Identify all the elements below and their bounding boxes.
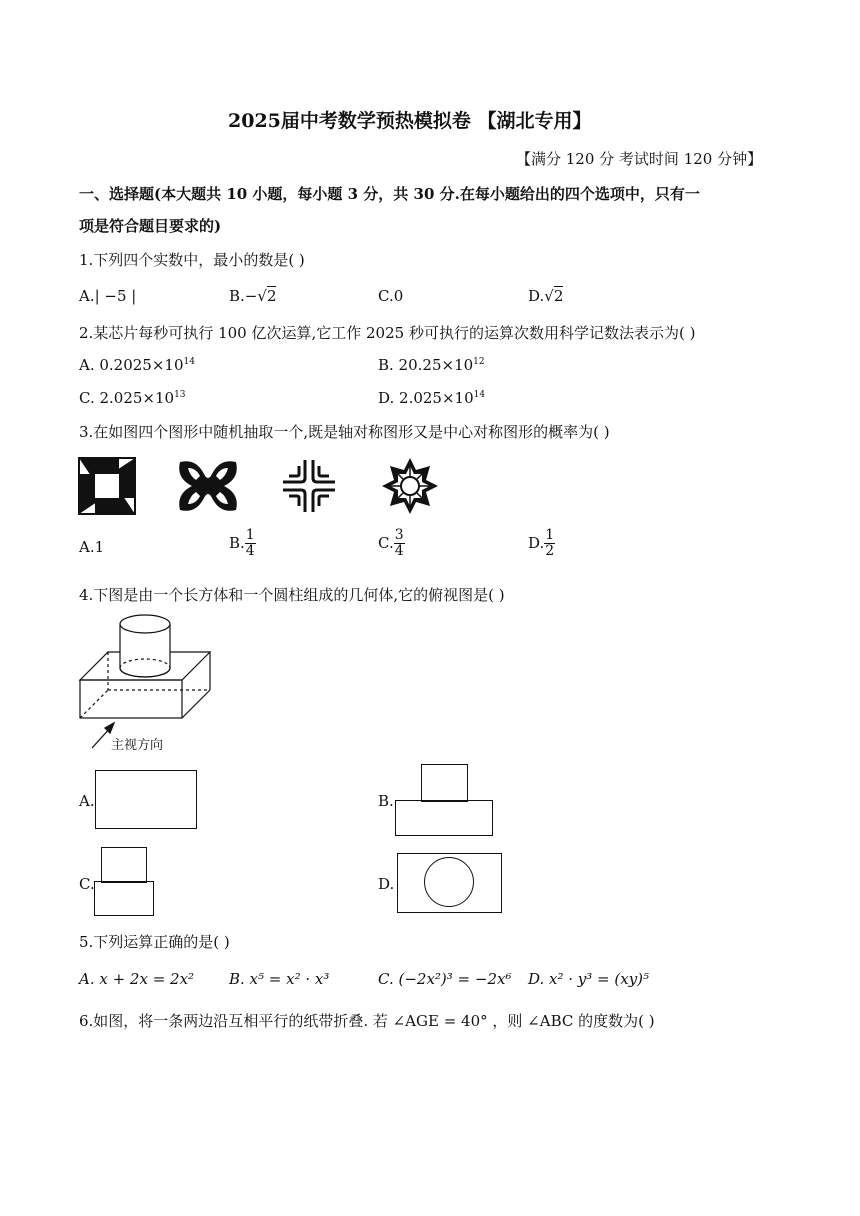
q3-option-c <box>378 528 405 558</box>
q3-option-d-prefix: D. <box>528 534 545 553</box>
q1-stem: 1.下列四个实数中，最小的数是( ) <box>79 251 305 269</box>
q2-option-c-exp: 13 <box>174 390 186 400</box>
q1-option-c: C.0 <box>378 287 404 305</box>
q1-option-b-radicand: 2 <box>266 287 277 305</box>
q2-option-c <box>79 389 186 407</box>
figure-cross-bars-icon <box>281 458 337 514</box>
q3-option-a: A.1 <box>79 538 105 556</box>
solid-figure <box>78 612 218 752</box>
q5-option-b: B. x⁵ = x² · x³ <box>229 970 330 988</box>
q4-option-c: C. <box>79 875 95 893</box>
q3-option-d <box>528 528 555 558</box>
q2-option-a-text: A. 0.2025×10 <box>79 356 184 374</box>
sqrt-icon: √ <box>544 287 554 305</box>
q3-option-b-num: 1 <box>245 527 255 543</box>
q6-stem: 6.如图，将一条两边沿互相平行的纸带折叠. 若 ∠AGE = 40° ，则 ∠ABC 的度数为( ) <box>79 1012 655 1030</box>
q1-option-b <box>229 287 276 305</box>
figure-star-flower-icon <box>380 456 440 516</box>
q4-option-d: D. <box>378 875 395 893</box>
q4-option-b-top-rect <box>421 764 468 802</box>
exam-meta: 【满分 120 分 考试时间 120 分钟】 <box>516 150 763 168</box>
figure-x-knot-icon <box>176 458 240 514</box>
q3-option-c-prefix: C. <box>378 534 394 553</box>
q2-option-b-text: B. 20.25×10 <box>378 356 474 374</box>
page-title: 2025届中考数学预热模拟卷 【湖北专用】 <box>228 110 592 132</box>
q4-option-a: A. <box>79 792 95 810</box>
sqrt-icon: √ <box>257 287 267 305</box>
q2-option-d-text: D. 2.025×10 <box>378 389 474 407</box>
q2-option-c-text: C. 2.025×10 <box>79 389 175 407</box>
q1-option-d-radicand: 2 <box>553 287 564 305</box>
q4-stem: 4.下图是由一个长方体和一个圆柱组成的几何体,它的俯视图是( ) <box>79 586 505 604</box>
q5-option-d: D. x² · y³ = (xy)⁵ <box>528 970 650 988</box>
q2-option-a-exp: 14 <box>183 357 195 367</box>
q4-option-b-bottom-rect <box>395 800 493 836</box>
figure-square-spiral-icon <box>79 458 135 514</box>
q2-option-d-exp: 14 <box>473 390 486 400</box>
q2-option-a <box>79 356 195 374</box>
q5-stem: 5.下列运算正确的是( ) <box>79 933 230 951</box>
q3-option-b-prefix: B. <box>229 534 245 553</box>
q1-option-d-prefix: D. <box>528 287 545 305</box>
q4-option-a-shape <box>95 770 197 829</box>
q1-option-d <box>528 287 563 305</box>
q3-option-c-fraction <box>394 528 405 558</box>
q2-option-b <box>378 356 485 374</box>
q4-option-c-top-rect <box>101 847 147 883</box>
q4-option-d-circle <box>424 857 474 907</box>
view-direction-label: 主视方向 <box>111 738 164 753</box>
q2-option-b-exp: 12 <box>473 357 485 367</box>
q1-option-b-prefix: B. <box>229 287 245 305</box>
q3-option-c-den: 4 <box>394 542 404 559</box>
q3-option-c-num: 3 <box>394 527 404 543</box>
section-heading-line2: 项是符合题目要求的) <box>79 217 222 235</box>
q5-option-c: C. (−2x²)³ = −2x⁶ <box>378 970 512 988</box>
q3-option-b-fraction <box>245 528 256 558</box>
q2-option-d <box>378 389 485 407</box>
q3-option-d-fraction <box>544 528 555 558</box>
q2-stem: 2.某芯片每秒可执行 100 亿次运算,它工作 2025 秒可执行的运算次数用科学记数法表示为( ) <box>79 324 696 342</box>
q3-option-d-num: 1 <box>545 527 555 543</box>
q3-option-b-den: 4 <box>245 542 255 559</box>
q4-option-c-bottom-rect <box>94 881 154 916</box>
q1-option-a: A.| −5 | <box>79 287 137 305</box>
q3-stem: 3.在如图四个图形中随机抽取一个,既是轴对称图形又是中心对称图形的概率为( ) <box>79 423 610 441</box>
q5-option-a: A. x + 2x = 2x² <box>79 970 195 988</box>
section-heading-line1: 一、选择题(本大题共 10 小题，每小题 3 分，共 30 分.在每小题给出的四个选项中，只有一 <box>79 185 700 203</box>
q3-option-b <box>229 528 256 558</box>
q3-option-d-den: 2 <box>545 542 555 559</box>
q4-option-b: B. <box>378 792 394 810</box>
q1-option-b-sign: − <box>244 287 258 305</box>
